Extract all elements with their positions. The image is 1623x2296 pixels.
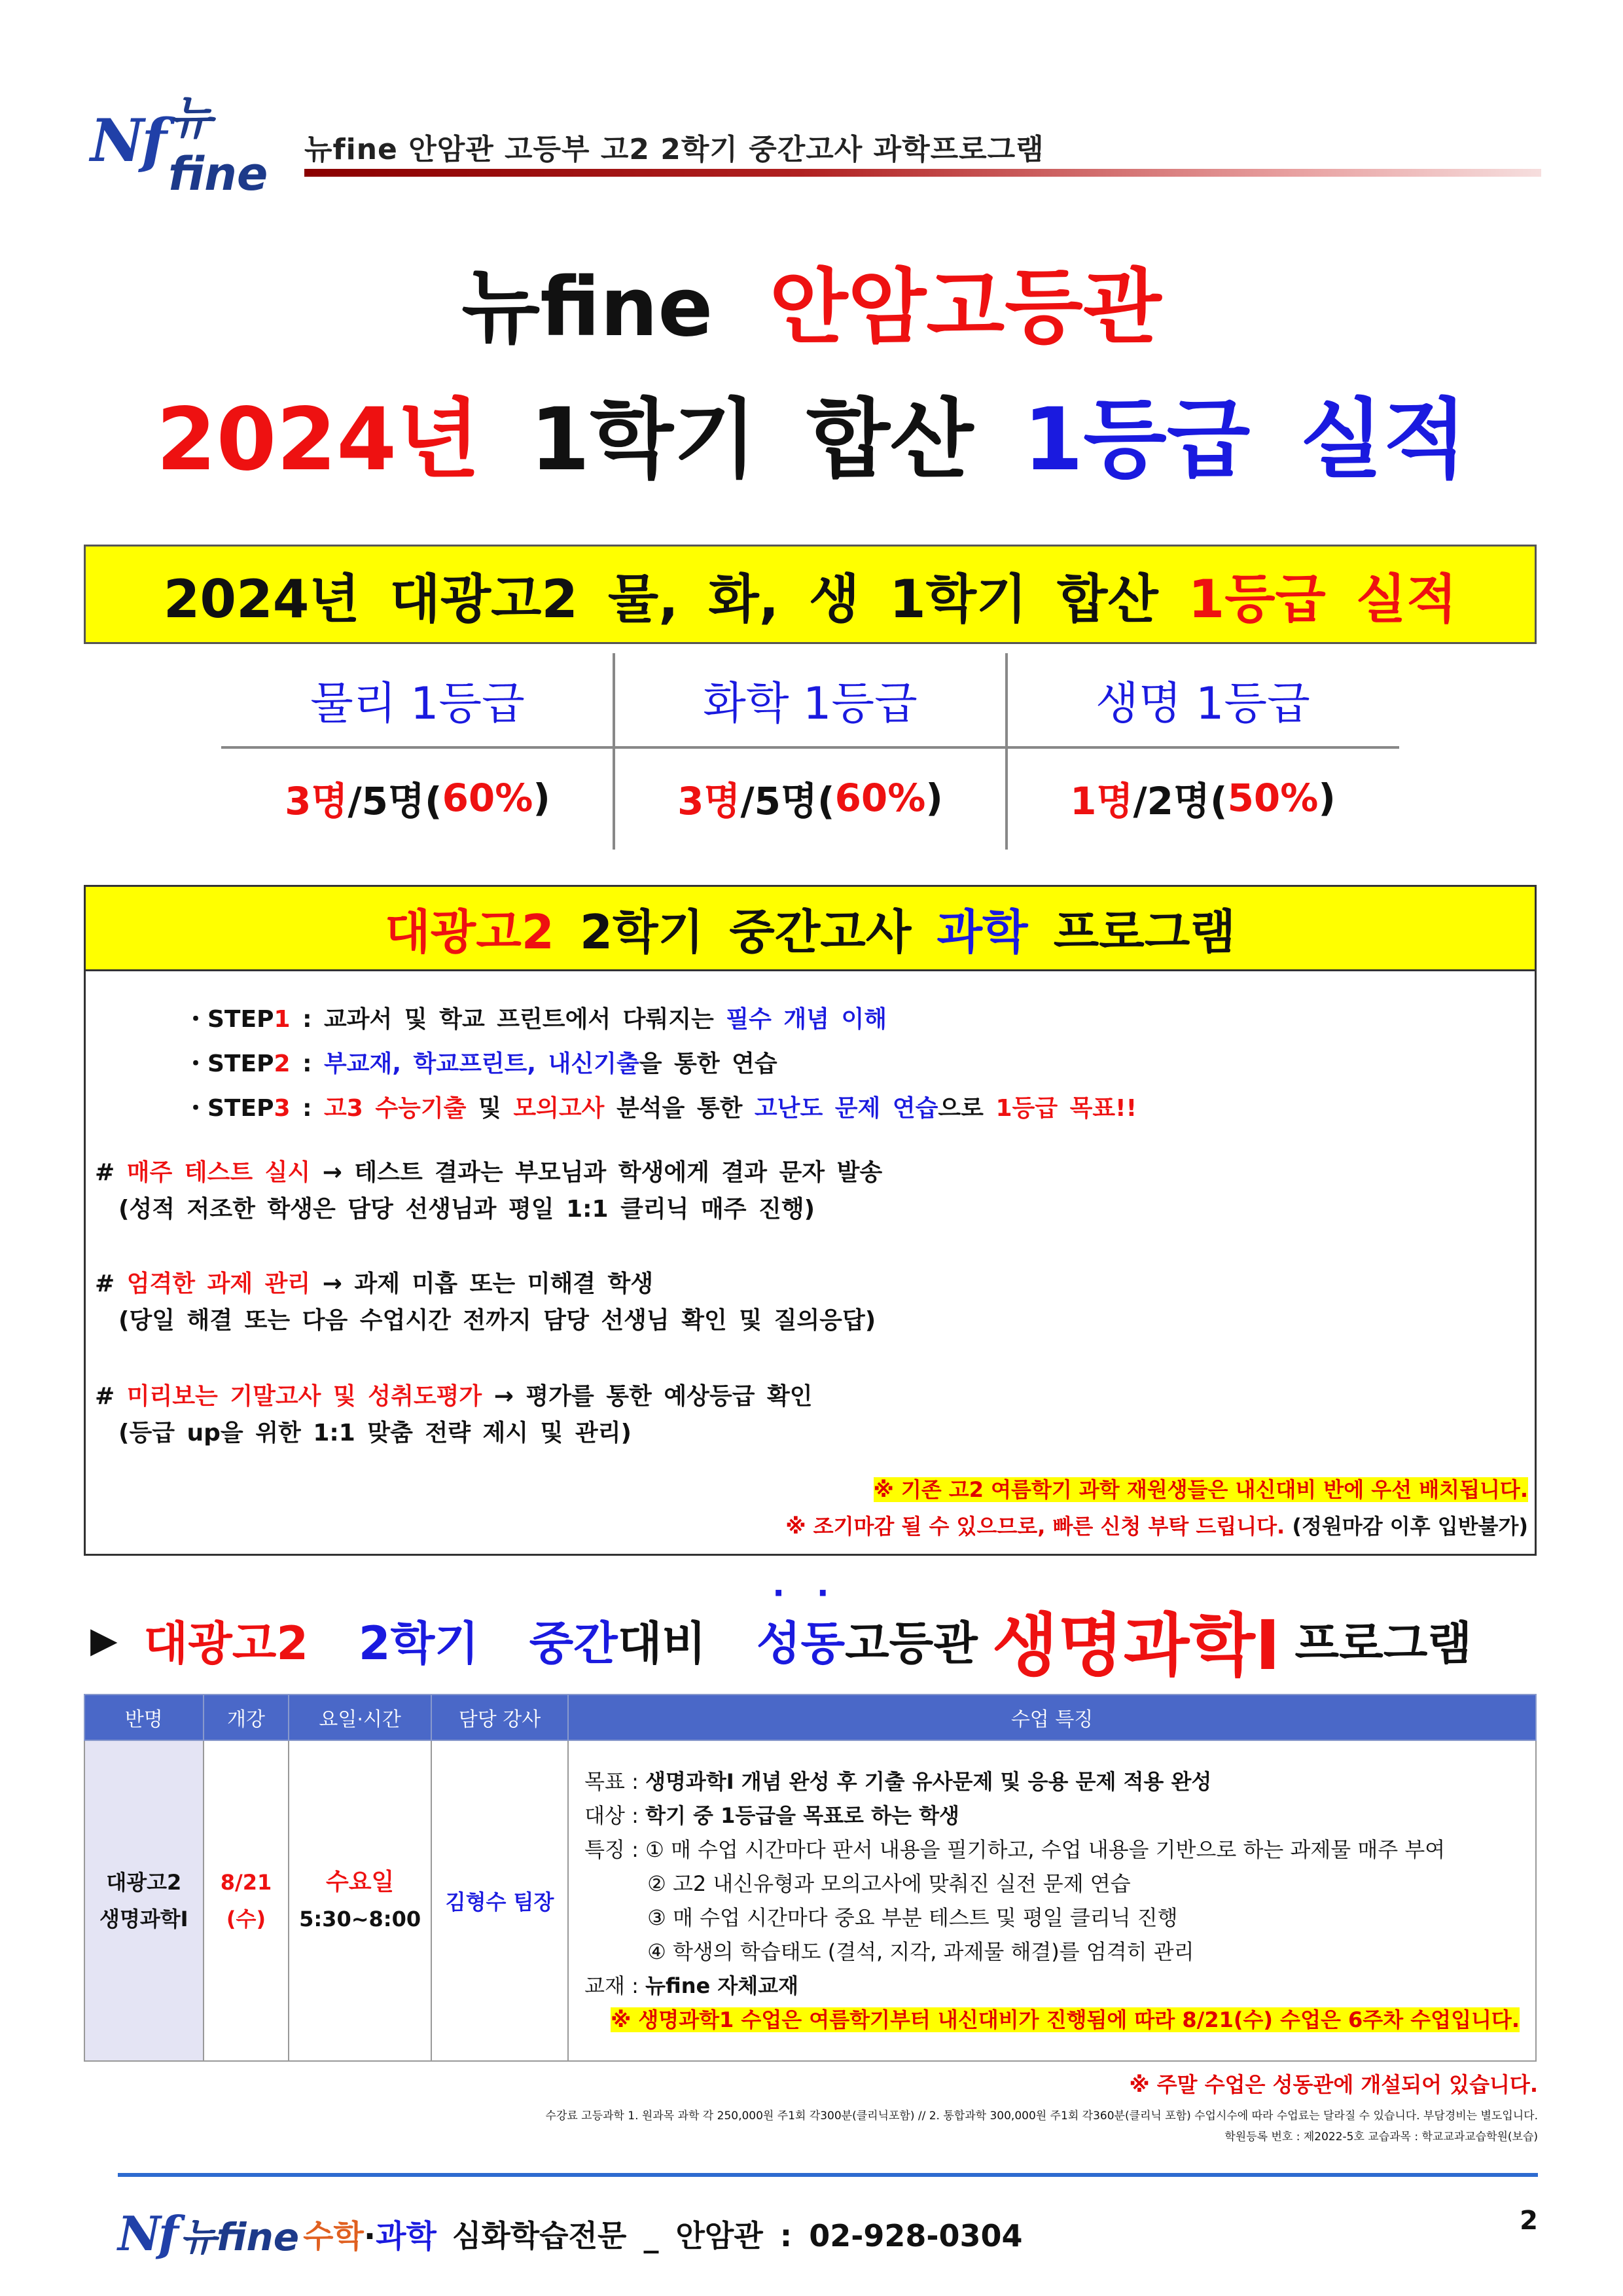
triangle-icon: ▶ xyxy=(90,1619,118,1660)
start-date-cell: 8/21 (수) xyxy=(204,1740,289,2061)
policy-preview-exam: # 미리보는 기말고사 및 성취도평가 → 평가를 통한 예상등급 확인 xyxy=(95,1383,813,1410)
table-header-row: 반명 개강 요일·시간 담당 강사 수업 특징 xyxy=(84,1695,1536,1740)
priority-note: ※ 기존 고2 여름학기 과학 재원생들은 내신대비 반에 우선 배치됩니다. xyxy=(873,1477,1528,1502)
class-name-cell: 대광고2 생명과학Ⅰ xyxy=(84,1740,204,2061)
result-chemistry: 화학 1등급 3명 /5명( 60% ) xyxy=(614,653,1007,850)
header-title: 뉴fine 안암관 고등부 고2 2학기 중간고사 과학프로그램 xyxy=(304,133,1044,166)
policy-weekly-test: # 매주 테스트 실시 → 테스트 결과는 부모님과 학생에게 결과 문자 발송 xyxy=(95,1159,883,1186)
results-grid xyxy=(221,653,1399,850)
logo-text: 뉴fine xyxy=(168,90,268,201)
footer xyxy=(118,2206,1022,2261)
program-banner: 대광고2 2학기 중간고사 과학 프로그램 xyxy=(84,885,1537,971)
step-1: ・STEP1 : 교과서 및 학교 프린트에서 다뤄지는 필수 개념 이해 xyxy=(184,1006,887,1033)
logo-mark: Nf xyxy=(90,106,164,175)
section-heading: ▶ 대광고2 2학기 중간 대비 · 성 · 동 고등관 생명과학Ⅰ 프로그램 xyxy=(90,1590,1472,1689)
policy-homework-detail: (당일 해결 또는 다음 수업시간 전까지 담당 선생님 확인 및 질의응답) xyxy=(118,1307,876,1334)
result-value: 3명 /5명( 60% ) xyxy=(677,776,943,823)
weekend-note: ※ 주말 수업은 성동관에 개설되어 있습니다. xyxy=(1129,2072,1538,2097)
footer-logo-mark: Nf xyxy=(118,2206,176,2261)
table-row xyxy=(84,1740,1536,2061)
hero-line-1: 뉴fine 안암고등관 xyxy=(461,260,1162,355)
result-value: 1명 /2명( 50% ) xyxy=(1070,776,1336,823)
teacher-cell: 김형수 팀장 xyxy=(431,1740,568,2061)
policy-homework: # 엄격한 과제 관리 → 과제 미흡 또는 미해결 학생 xyxy=(95,1270,654,1297)
footer-logo-text: 뉴fine xyxy=(179,2214,300,2259)
policy-weekly-test-detail: (성적 저조한 학생은 담당 선생님과 평일 1:1 클리닉 매주 진행) xyxy=(118,1196,815,1223)
deadline-note: ※ 조기마감 될 수 있으므로, 빠른 신청 부탁 드립니다. (정원마감 이후 입반불가) xyxy=(785,1514,1528,1539)
footer-divider xyxy=(118,2173,1538,2177)
footer-subjects: 수학·과학 xyxy=(303,2218,437,2255)
result-value: 3명 /5명( 60% ) xyxy=(285,776,550,823)
program-box xyxy=(84,969,1537,1556)
header-divider xyxy=(304,169,1541,177)
policy-preview-exam-detail: (등급 up을 위한 1:1 맞춤 전략 제시 및 관리) xyxy=(118,1420,632,1446)
step-3: ・STEP3 : 고3 수능기출 및 모의고사 분석을 통한 고난도 문제 연습으로 1등급 목표!! xyxy=(184,1095,1137,1122)
result-biology: 생명 1등급 1명 /2명( 50% ) xyxy=(1007,653,1399,850)
footer-contact: 심화학습전문 _ 안암관 : 02-928-0304 xyxy=(452,2217,1023,2253)
schedule-table xyxy=(84,1694,1537,2062)
step-2: ・STEP2 : 부교재, 학교프린트, 내신기출을 통한 연습 xyxy=(184,1050,777,1077)
fee-note: 수강료 고등과학 1. 원과목 과학 각 250,000원 주1회 각300분(클리닉포함) // 2. 통합과학 300,000원 주1회 각360분(클리닉 포함) 수업시수에 따라 수업료는 달라질 수 있습니다. 부담경비는 별도입니다. xyxy=(545,2109,1538,2123)
page-number: 2 xyxy=(1520,2206,1538,2236)
hero-line-2: 2024년 1학기 합산 1등급 실적 xyxy=(156,389,1467,490)
results-banner: 2024년 대광고2 물, 화, 생 1학기 합산 1등급 실적 xyxy=(84,545,1537,644)
header-logo xyxy=(90,90,274,201)
schedule-cell: 수요일 5:30~8:00 xyxy=(289,1740,431,2061)
features-cell: 목표 : 생명과학Ⅰ 개념 완성 후 기출 유사문제 및 응용 문제 적용 완성 대상 : 학기 중 1등급을 목표로 하는 학생 특징 : ① 매 수업 시간마다 판서 내용을 필기하고, 수업 내용을 기반으로 하는 과제물 매주 부여 ② 고2 내신유형과 모의고사에 맞춰진 실전 문제 연습 ③ 매 수업 시간마다 중요 부분 테스트 및 평일 클리닉 진행 ④ 학생의 학습태도 (결석, 지각, 과제물 해결)를 엄격히 관리 교재 : 뉴fine 자체교재 ※ 생명과학1 수업은 여름학기부터 내신대비가 진행됨에 따라 8/21(수) 수업은 6주차 수업입니다. xyxy=(568,1740,1536,2061)
result-physics: 물리 1등급 3명 /5명( 60% ) xyxy=(221,653,614,850)
registration-note: 학원등록 번호 : 제2022-5호 교습과목 : 학교교과교습학원(보습) xyxy=(1224,2130,1538,2144)
